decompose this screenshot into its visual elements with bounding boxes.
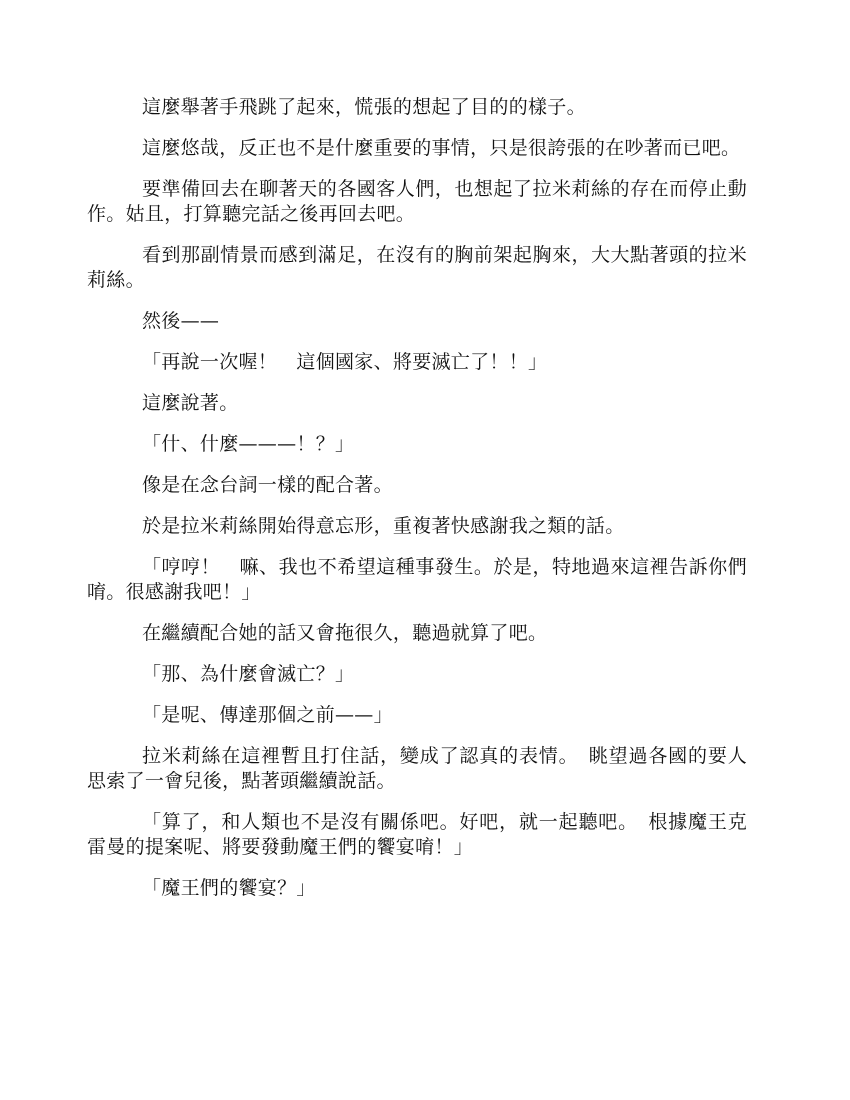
paragraph: 「哼哼！ 嘛、我也不希望這種事發生。於是，特地過來這裡告訴你們唷。很感謝我吧！」 <box>87 556 747 603</box>
paragraph: 像是在念台詞一樣的配合著。 <box>142 474 393 496</box>
paragraph: 看到那副情景而感到滿足，在沒有的胸前架起胸來，大大點著頭的拉米莉絲。 <box>87 244 747 291</box>
paragraph: 在繼續配合她的話又會拖很久，聽過就算了吧。 <box>142 622 548 644</box>
paragraph: 這麼舉著手飛跳了起來，慌張的想起了目的的樣子。 <box>142 96 586 118</box>
document-body <box>87 95 747 917</box>
paragraph: 「是呢、傳達那個之前——」 <box>142 704 393 726</box>
paragraph: 「再說一次喔！ 這個國家、將要滅亡了！！」 <box>142 351 548 373</box>
paragraph: 於是拉米莉絲開始得意忘形，重複著快感謝我之類的話。 <box>142 515 625 537</box>
paragraph: 然後—— <box>142 310 220 332</box>
paragraph: 「那、為什麼會滅亡？」 <box>142 663 355 685</box>
paragraph: 「算了，和人類也不是沒有關係吧。好吧，就一起聽吧。 根據魔王克雷曼的提案呢、將要發動魔王們的饗宴唷！」 <box>87 811 747 858</box>
paragraph: 這麼說著。 <box>142 392 239 414</box>
paragraph: 這麼悠哉，反正也不是什麼重要的事情，只是很誇張的在吵著而已吧。 <box>142 137 741 159</box>
paragraph: 拉米莉絲在這裡暫且打住話，變成了認真的表情。 眺望過各國的要人思索了一會兒後，點著頭繼續說話。 <box>87 745 747 792</box>
paragraph: 「魔王們的饗宴？」 <box>142 877 316 899</box>
paragraph: 「什、什麼———！？」 <box>142 433 355 455</box>
paragraph: 要準備回去在聊著天的各國客人們，也想起了拉米莉絲的存在而停止動作。姑且，打算聽完話之後再回去吧。 <box>87 178 747 225</box>
